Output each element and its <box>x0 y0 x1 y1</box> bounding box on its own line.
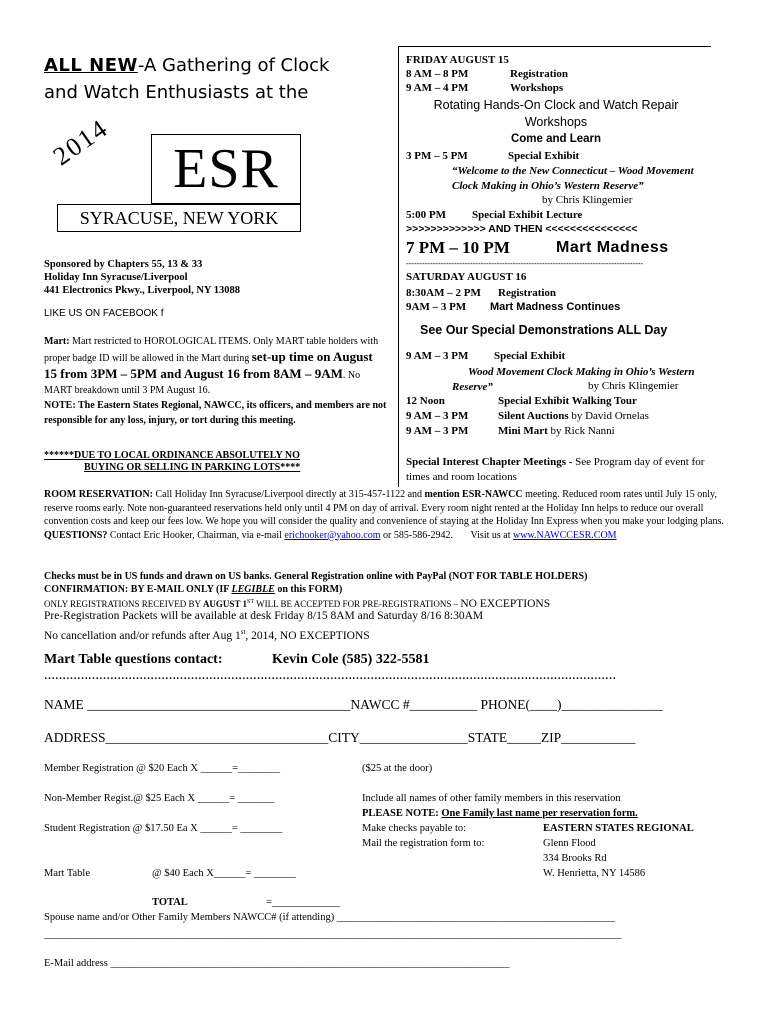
friday-time-3: 3 PM – 5 PM <box>406 150 468 162</box>
facebook-link[interactable] <box>44 308 163 319</box>
nonmember-registration[interactable]: Non-Member Regist.@ $25 Each X ______= _______ <box>44 793 275 804</box>
friday-event-3: Special Exhibit <box>508 150 580 162</box>
liability-note: NOTE: The Eastern States Regional, NAWCC, its officers, and members are not responsible for any loss, injury, or tort during this meeting. <box>44 400 387 426</box>
address-line: 441 Electronics Pkwy., Liverpool, NY 13088 <box>44 285 240 296</box>
come-and-learn: Come and Learn <box>510 133 602 145</box>
mart-time: 7 PM – 10 PM <box>406 238 510 257</box>
saturday-time-4: 12 Noon <box>406 395 445 407</box>
mart-breakdown: . No MART breakdown until 3 PM August 16. <box>44 370 361 396</box>
friday-exhibit-by: by Chris Klingemier <box>542 194 633 206</box>
mini-mart-by: by Rick Nanni <box>547 425 615 437</box>
room-text-2: meeting. Reduced room rates until July 15 only, reserve rooms early. Note non-guaranteed reservations held only until 4 PM on day of arrival. Every room night rented at the Holiday Inn helps to reduce our overall convention costs and keep our fees low. We hope you will consider the quality and convenience of staying at the Holiday Inn Express when you make your lodging plans. <box>44 489 724 527</box>
saturday-time-3: 9 AM – 3 PM <box>406 350 469 362</box>
demonstrations: See Our Special Demonstrations ALL Day <box>420 323 668 337</box>
mart-madness: Mart Madness <box>556 239 669 256</box>
saturday-time-1: 8:30AM – 2 PM <box>406 287 481 299</box>
saturday-event-6 <box>498 425 615 438</box>
silent-auctions-by: by David Ornelas <box>568 410 649 422</box>
student-registration[interactable]: Student Registration @ $17.50 Ea X ______= ________ <box>44 823 283 834</box>
one-family-note: One Family last name per reservation form. <box>441 808 638 819</box>
mart-contact-label: Mart Table questions contact: <box>44 652 223 667</box>
facebook-label: LIKE US ON FACEBOOK <box>44 308 158 319</box>
saturday-event-5 <box>498 410 649 423</box>
friday-event-1: Registration <box>510 68 569 80</box>
mini-mart: Mini Mart <box>498 425 548 437</box>
questions-label: QUESTIONS? <box>44 529 108 541</box>
mail-address-2: 334 Brooks Rd <box>543 853 607 864</box>
all-new-label: ALL NEW <box>44 55 138 76</box>
saturday-exhibit-by: by Chris Klingemier <box>588 380 679 392</box>
payment-line-2 <box>44 583 734 597</box>
divider: ----------------------------------------------------------------------------------------- <box>406 259 644 268</box>
legible-word: LEGIBLE <box>231 584 275 595</box>
friday-time-4: 5:00 PM <box>406 209 447 221</box>
saturday-event-2: Mart Madness Continues <box>490 301 621 313</box>
friday-heading: FRIDAY AUGUST 15 <box>406 54 509 66</box>
ordinance-notice <box>44 450 344 474</box>
ordinance-line-2: BUYING OR SELLING IN PARKING LOTS**** <box>84 462 301 473</box>
special-interest-meetings <box>406 455 706 484</box>
saturday-time-2: 9AM – 3 PM <box>406 301 467 313</box>
website-link[interactable]: www.NAWCCESR.COM <box>513 529 617 541</box>
deadline-suffix: ST <box>247 599 255 605</box>
friday-time-1: 8 AM – 8 PM <box>406 68 469 80</box>
friday-event-4: Special Exhibit Lecture <box>472 209 583 221</box>
mail-address-1: Glenn Flood <box>543 838 596 849</box>
room-mention: mention ESR-NAWCC <box>424 489 523 500</box>
venue-line: Holiday Inn Syracuse/Liverpool <box>44 272 188 283</box>
saturday-heading: SATURDAY AUGUST 16 <box>406 271 527 283</box>
please-note-label: PLEASE NOTE: <box>362 808 442 819</box>
deadline-text-2: WILL BE ACCEPTED FOR PRE-REGISTRATIONS – <box>254 599 461 609</box>
please-note <box>362 808 638 819</box>
friday-exhibit-title: “Welcome to the New Connecticut – Wood Movement Clock Making in Ohio’s Western Reserve” <box>452 165 694 192</box>
deadline-date: AUGUST 1 <box>202 599 248 609</box>
saturday-event-4: Special Exhibit Walking Tour <box>498 395 637 407</box>
title-line-2: and Watch Enthusiasts at the <box>44 82 309 103</box>
saturday-time-6: 9 AM – 3 PM <box>406 425 469 437</box>
visit-label: Visit us at <box>470 529 513 541</box>
mart-label: Mart: <box>44 336 70 347</box>
payment-line-5 <box>44 626 734 643</box>
sponsor-block <box>44 258 384 297</box>
ordinance-line-1: ******DUE TO LOCAL ORDINANCE ABSOLUTELY NO <box>44 450 300 461</box>
sic-text: See Program day of event for times and room locations <box>406 456 705 483</box>
logo-esr: ESR <box>151 134 301 204</box>
saturday-exhibit-title: Wood Movement Clock Making in Ohio’s Western Reserve” <box>452 366 695 393</box>
member-registration[interactable]: Member Registration @ $20 Each X ______=________ <box>44 763 281 774</box>
friday-time-2: 9 AM – 4 PM <box>406 82 469 94</box>
and-then: >>>>>>>>>>>>> AND THEN <<<<<<<<<<<<<<< <box>406 223 638 235</box>
deadline-text: ONLY REGISTRATIONS RECEIVED BY <box>44 599 203 609</box>
dotted-line: ………………………………………………………………………………………………………………………………………… <box>44 670 616 682</box>
payment-line-4: Pre-Registration Packets will be available at desk Friday 8/15 8AM and Saturday 8/16 8:30AM <box>44 610 484 622</box>
facebook-icon: f <box>160 308 164 319</box>
confirmation-text: CONFIRMATION: BY E-MAIL ONLY (IF <box>44 584 232 595</box>
sponsor-line: Sponsored by Chapters 55, 13 & 33 <box>44 259 203 270</box>
refund-suffix: st <box>240 628 246 636</box>
confirmation-end: on this FORM) <box>274 584 343 595</box>
title-text: -A Gathering of Clock <box>137 55 330 76</box>
room-label: ROOM RESERVATION: <box>44 489 154 500</box>
friday-event-2: Workshops <box>510 82 564 94</box>
spouse-field[interactable]: Spouse name and/or Other Family Members NAWCC# (if attending) _____________________________________________________ <box>44 912 616 923</box>
mart-setup-times: set-up time on August 15 from 3PM – 5PM and August 16 from 8AM – 9AM <box>44 349 373 381</box>
saturday-time-5: 9 AM – 3 PM <box>406 410 469 422</box>
mart-contact-name: Kevin Cole (585) 322-5581 <box>272 652 430 667</box>
payee-name: EASTERN STATES REGIONAL <box>543 823 694 834</box>
refund-text: No cancellation and/or refunds after Aug 1 <box>44 629 241 642</box>
total-label: TOTAL <box>152 897 188 908</box>
mart-rules <box>44 334 388 428</box>
room-text-1: Call Holiday Inn Syracuse/Liverpool directly at 315-457-1122 and <box>153 489 425 500</box>
room-reservation <box>44 488 734 542</box>
payment-line-1: Checks must be in US funds and drawn on US banks. General Registration online with PayPal (NOT FOR TABLE HOLDERS) <box>44 571 588 582</box>
mail-address-3: W. Henrietta, NY 14586 <box>543 868 646 879</box>
event-title <box>44 52 384 106</box>
workshops-title: Rotating Hands-On Clock and Watch Repair Workshops <box>433 98 679 129</box>
contact-phone: or 585-586-2942. <box>380 529 454 541</box>
silent-auctions: Silent Auctions <box>498 410 569 422</box>
saturday-event-3: Special Exhibit <box>494 350 566 362</box>
mart-text: Mart restricted to HOROLOGICAL ITEMS. Only MART table holders with proper badge ID will be allowed in the Mart during <box>44 336 379 364</box>
blank-line[interactable]: ______________________________________________________________________________________________________________ <box>44 929 622 940</box>
door-price: ($25 at the door) <box>362 763 433 774</box>
mart-table-label: Mart Table <box>44 868 91 879</box>
email-field[interactable]: E-Mail address ____________________________________________________________________________ <box>44 958 510 969</box>
contact-email-link[interactable]: erichooker@yahoo.com <box>284 529 381 541</box>
sic-label: Special Interest Chapter Meetings - <box>406 456 576 468</box>
saturday-event-1: Registration <box>498 287 557 299</box>
refund-text-2: , 2014, NO EXCEPTIONS <box>245 629 370 642</box>
address-field[interactable]: ADDRESS_________________________________CITY________________STATE_____ZIP___________ <box>44 730 636 745</box>
esr-logo <box>47 113 305 235</box>
family-note: Include all names of other family members in this reservation <box>362 793 621 804</box>
logo-city: SYRACUSE, NEW YORK <box>57 204 301 232</box>
no-exceptions: NO EXCEPTIONS <box>460 598 551 610</box>
total-field[interactable]: =_____________ <box>266 897 341 908</box>
checks-payable-label: Make checks payable to: <box>362 823 467 834</box>
questions-text: Contact Eric Hooker, Chairman, via e-mail <box>107 529 285 541</box>
logo-year: 2014 <box>47 113 114 172</box>
mart-table-price[interactable]: @ $40 Each X______= ________ <box>152 868 296 879</box>
mail-to-label: Mail the registration form to: <box>362 838 485 849</box>
name-field[interactable]: NAME _______________________________________NAWCC #__________ PHONE(____)_______________ <box>44 697 663 712</box>
